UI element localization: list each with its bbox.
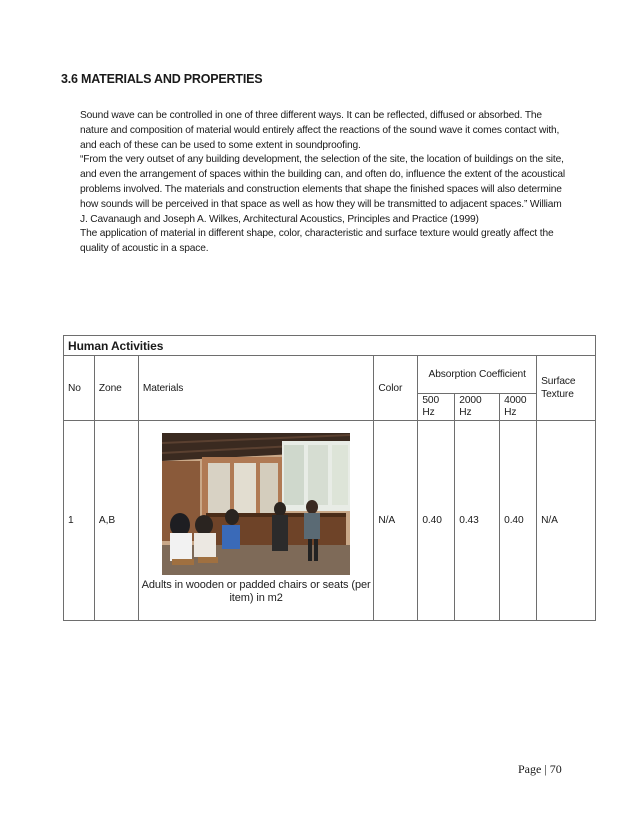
paragraph-1: Sound wave can be controlled in one of three different ways. It can be reflected, diffused or absorbed. The nature and composition of material would entirely affect the reactions of the sound wave it comes contact with, and each of these can be used to some extent in soundproofing. [80,110,560,151]
header-no: No [64,356,95,421]
paragraph-3: The application of material in different shape, color, characteristic and surface texture would greatly affect the quality of acoustic in a space. [80,228,554,255]
body-text [80,109,570,257]
header-absorption: Absorption Coefficient [418,356,537,394]
cell-no: 1 [64,421,95,621]
section-heading: 3.6 MATERIALS AND PROPERTIES [61,72,263,86]
header-color: Color [374,356,418,421]
cell-4000hz: 0.40 [500,421,537,621]
cell-surface-texture: N/A [537,421,596,621]
header-surface-texture: Surface Texture [537,356,596,421]
cell-2000hz: 0.43 [455,421,500,621]
cell-zone: A,B [94,421,138,621]
paragraph-2-quote: “From the very outset of any building development, the selection of the site, the location of buildings on the site, and even the arrangement of spaces within the building can, and often do, influence the extent of the acoustical problems involved. The materials and construction elements that shape the finished spaces will also determine how sounds will be perceived in that space as well as how they will be transmitted to adjacent spaces.” William J. Cavanaugh and Joseph A. Wilkes, Architectural Acoustics, Principles and Practice (1999) [80,154,565,225]
header-2000hz: 2000 Hz [455,394,500,421]
cell-color: N/A [374,421,418,621]
header-materials: Materials [138,356,374,421]
table-title: Human Activities [64,336,596,356]
table-row [64,421,596,621]
header-500hz: 500 Hz [418,394,455,421]
header-4000hz: 4000 Hz [500,394,537,421]
page-number: Page | 70 [518,762,562,776]
cafe-photo [162,433,350,575]
materials-table [63,335,596,621]
cell-materials [138,421,374,621]
header-zone: Zone [94,356,138,421]
photo-caption: Adults in wooden or padded chairs or seats (per item) in m2 [141,578,371,604]
cell-500hz: 0.40 [418,421,455,621]
